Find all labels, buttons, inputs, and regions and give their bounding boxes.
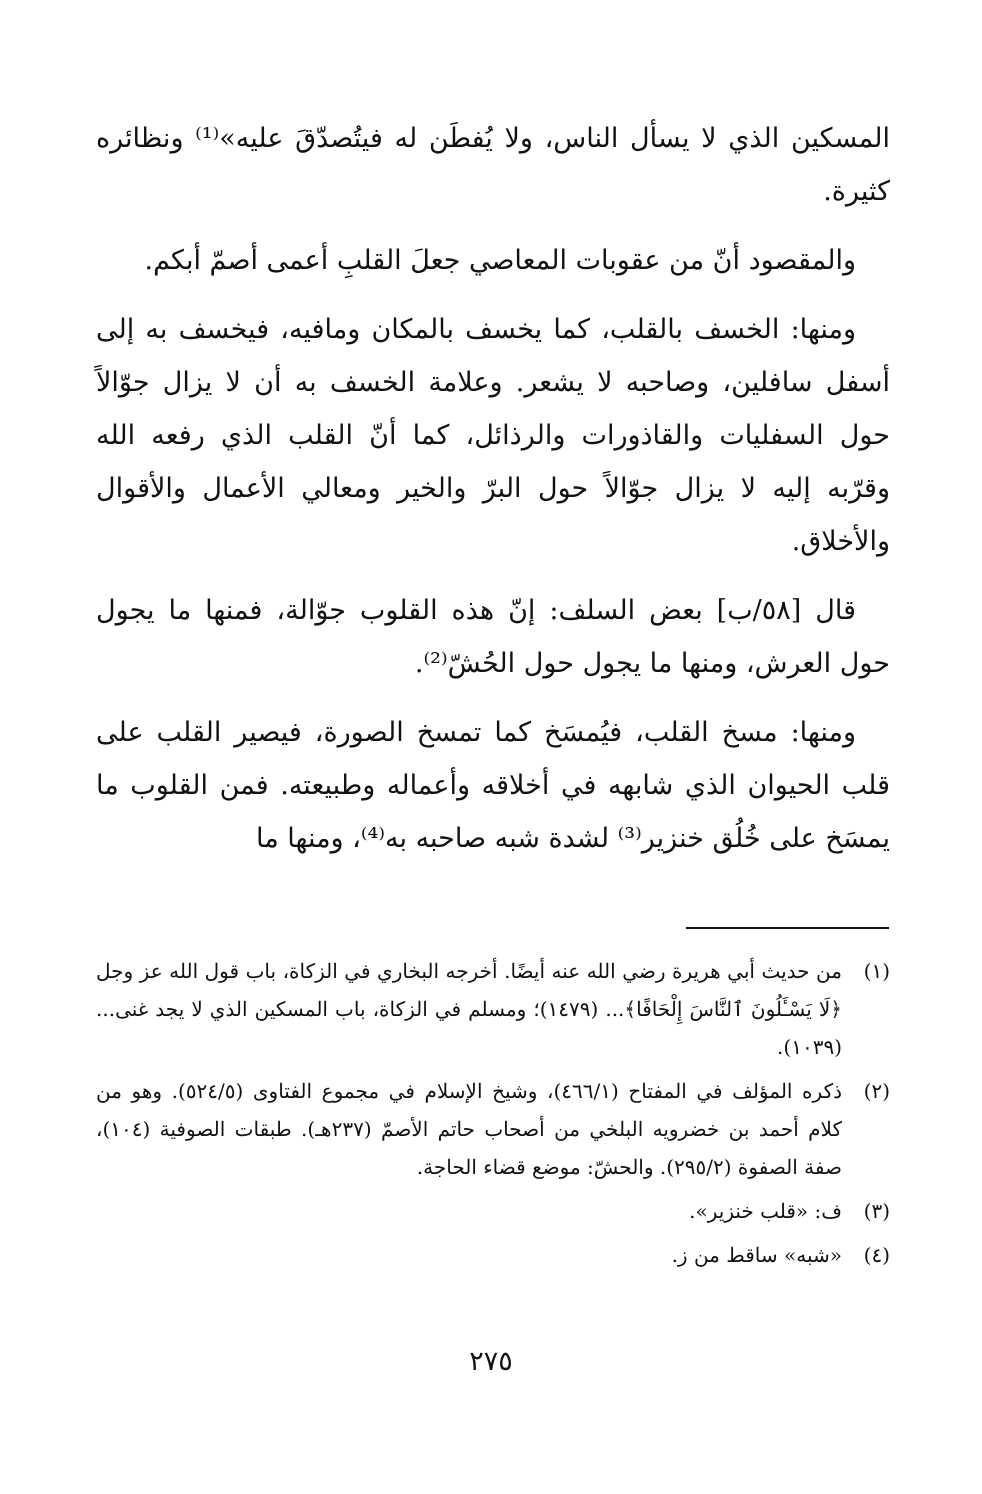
footnote-number: (١)	[863, 959, 890, 983]
footnote-text: من حديث أبي هريرة رضي الله عنه أيضًا. أخرجه البخاري في الزكاة، باب قول الله عز وجل ﴿لَا يَسْـَٔلُونَ ٱلنَّاسَ إِلْحَافًا﴾... (١٤٧٩)؛ ومسلم في الزكاة، باب المسكين الذي لا يجد غنى... (١٠٣٩).	[96, 959, 842, 1059]
footnote	[96, 1236, 890, 1274]
footnote-text: «شبه» ساقط من ز.	[671, 1243, 842, 1267]
footnote-number: (٢)	[863, 1079, 890, 1103]
paragraph: قال [٥٨/ب] بعض السلف: إنّ هذه القلوب جوّالة، فمنها ما يجول حول العرش، ومنها ما يجول حول الحُشّ⁽²⁾.	[96, 595, 890, 679]
main-text	[96, 112, 890, 881]
paragraph: ومنها: الخسف بالقلب، كما يخسف بالمكان ومافيه، فيخسف به إلى أسفل سافلين، وصاحبه لا يشعر. وعلامة الخسف به أن لا يزال جوّالاً حول السفليات والقاذورات والرذائل، كما أنّ القلب الذي رفعه الله وقرّبه إليه لا يزال جوّالاً حول البرّ والخير ومعالي الأعمال والأقوال والأخلاق.	[96, 314, 890, 557]
footnote-number: (٣)	[863, 1199, 890, 1223]
footnote-text: ذكره المؤلف في المفتاح (٤٦٦/١)، وشيخ الإسلام في مجموع الفتاوى (٥٢٤/٥). وهو من كلام أحمد بن خضرويه البلخي من أصحاب حاتم الأصمّ (٢٣٧هـ). طبقات الصوفية (١٠٤)، صفة الصفوة (٢٩٥/٢). والحشّ: موضع قضاء الحاجة.	[96, 1079, 843, 1179]
footnote	[96, 1192, 890, 1230]
footnote	[96, 952, 890, 1066]
footnotes	[96, 952, 890, 1280]
paragraph: والمقصود أنّ من عقوبات المعاصي جعلَ القلبِ أعمى أصمّ أبكم.	[144, 245, 856, 276]
page-number: ٢٧٥	[469, 1346, 513, 1377]
paragraph: المسكين الذي لا يسأل الناس، ولا يُفطَن له فيتُصدّقَ عليه»⁽¹⁾ ونظائره كثيرة.	[96, 123, 890, 207]
footnote-text: ف: «قلب خنزير».	[689, 1199, 842, 1223]
footnote	[96, 1072, 890, 1186]
footnote-number: (٤)	[863, 1243, 890, 1267]
footnote-separator	[686, 927, 889, 929]
paragraph: ومنها: مسخ القلب، فيُمسَخ كما تمسخ الصورة، فيصير القلب على قلب الحيوان الذي شابهه في أخلاقه وأعماله وطبيعته. فمن القلوب ما يمسَخ على خُلُق خنزير⁽³⁾ لشدة شبه صاحبه به⁽⁴⁾، ومنها ما	[96, 717, 890, 854]
